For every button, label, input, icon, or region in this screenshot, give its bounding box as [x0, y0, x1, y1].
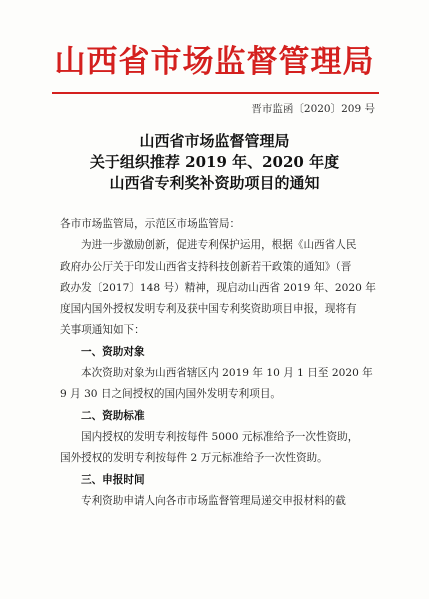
- letterhead-red-rule: [52, 92, 379, 94]
- salutation: 各市市场监管局，示范区市场监管局：: [60, 218, 241, 230]
- intro-line: 政府办公厅关于印发山西省支持科技创新若干政策的通知》（晋: [60, 260, 352, 273]
- title-line-2: 关于组织推荐 2019 年、2020 年度: [89, 153, 340, 171]
- document-number: 晋市监函〔2020〕209 号: [251, 103, 375, 115]
- intro-line: 政办发〔2017〕148 号）精神，现启动山西省 2019 年、2020 年: [60, 281, 376, 294]
- section-text-line: 9 月 30 日之间授权的国内国外发明专利项目。: [60, 388, 282, 401]
- intro-line: 关事项通知如下：: [60, 324, 145, 337]
- letterhead-org-name: 山西省市场监督管理局: [54, 44, 375, 80]
- title-line-3: 山西省专利奖补资助项目的通知: [109, 174, 320, 192]
- section-text-line: 本次资助对象为山西省辖区内 2019 年 10 月 1 日至 2020 年: [81, 367, 373, 380]
- section-heading-funding-standard: 二、资助标准: [81, 409, 145, 422]
- document-title: [0, 131, 429, 194]
- section-text-line: 专利资助申请人向各市市场监督管理局递交申报材料的截: [81, 494, 346, 507]
- intro-line: 为进一步激励创新，促进专利保护运用，根据《山西省人民: [81, 239, 357, 252]
- section-text-line: 国内授权的发明专利按每件 5000 元标准给予一次性资助，: [81, 430, 359, 443]
- section-heading-funding-target: 一、资助对象: [81, 345, 145, 358]
- section-text-line: 国外授权的发明专利按每件 2 万元标准给予一次性资助。: [60, 452, 328, 465]
- intro-line: 度国内国外授权发明专利及获中国专利奖资助项目申报，现将有: [60, 303, 357, 316]
- section-heading-application-time: 三、申报时间: [81, 473, 145, 486]
- title-line-1: 山西省市场监督管理局: [139, 132, 290, 150]
- document-body: [60, 214, 382, 512]
